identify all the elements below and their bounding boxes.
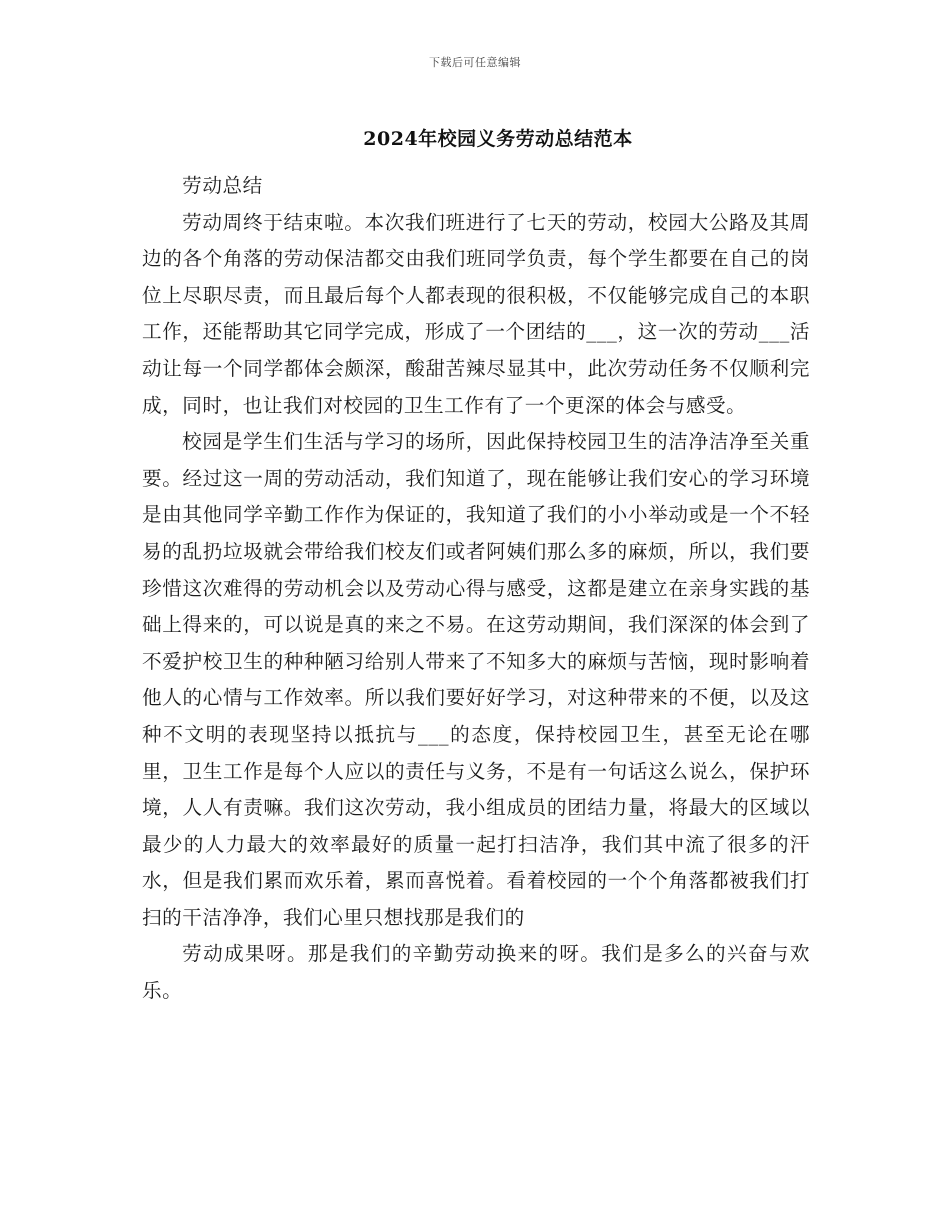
page-header-note: 下载后可任意编辑 xyxy=(429,56,521,69)
document-body xyxy=(142,168,810,1010)
body-paragraph: 劳动周终于结束啦。本次我们班进行了七天的劳动，校园大公路及其周边的各个角落的劳动保洁都交由我们班同学负责，每个学生都要在自己的岗位上尽职尽责，而且最后每个人都表现的很积极，不仅能够完成自己的本职工作，还能帮助其它同学完成，形成了一个团结的___，这一次的劳动___活动让每一个同学都体会颇深，酸甜苦辣尽显其中，此次劳动任务不仅顺利完成，同时，也让我们对校园的卫生工作有了一个更深的体会与感受。 xyxy=(142,210,810,417)
body-paragraph: 劳动成果呀。那是我们的辛勤劳动换来的呀。我们是多么的兴奋与欢乐。 xyxy=(142,942,810,1003)
section-heading: 劳动总结 xyxy=(182,174,263,197)
document-title: 2024年校园义务劳动总结范本 xyxy=(363,128,633,150)
body-paragraph: 校园是学生们生活与学习的场所，因此保持校园卫生的洁净洁净至关重要。经过这一周的劳动活动，我们知道了，现在能够让我们安心的学习环境是由其他同学辛勤工作作为保证的，我知道了我们的小小举动或是一个不轻易的乱扔垃圾就会带给我们校友们或者阿姨们那么多的麻烦，所以，我们要珍惜这次难得的劳动机会以及劳动心得与感受，这都是建立在亲身实践的基础上得来的，可以说是真的来之不易。在这劳动期间，我们深深的体会到了不爱护校卫生的种种陋习给别人带来了不知多大的麻烦与苦恼，现时影响着他人的心情与工作效率。所以我们要好好学习，对这种带来的不便，以及这种不文明的表现坚持以抵抗与___的态度，保持校园卫生，甚至无论在哪里，卫生工作是每个人应以的责任与义务，不是有一句话这么说么，保护环境，人人有责嘛。我们这次劳动，我小组成员的团结力量，将最大的区域以最少的人力最大的效率最好的质量一起打扫洁净，我们其中流了很多的汗水，但是我们累而欢乐着，累而喜悦着。看着校园的一个个角落都被我们打扫的干洁净净，我们心里只想找那是我们的 xyxy=(142,430,810,929)
